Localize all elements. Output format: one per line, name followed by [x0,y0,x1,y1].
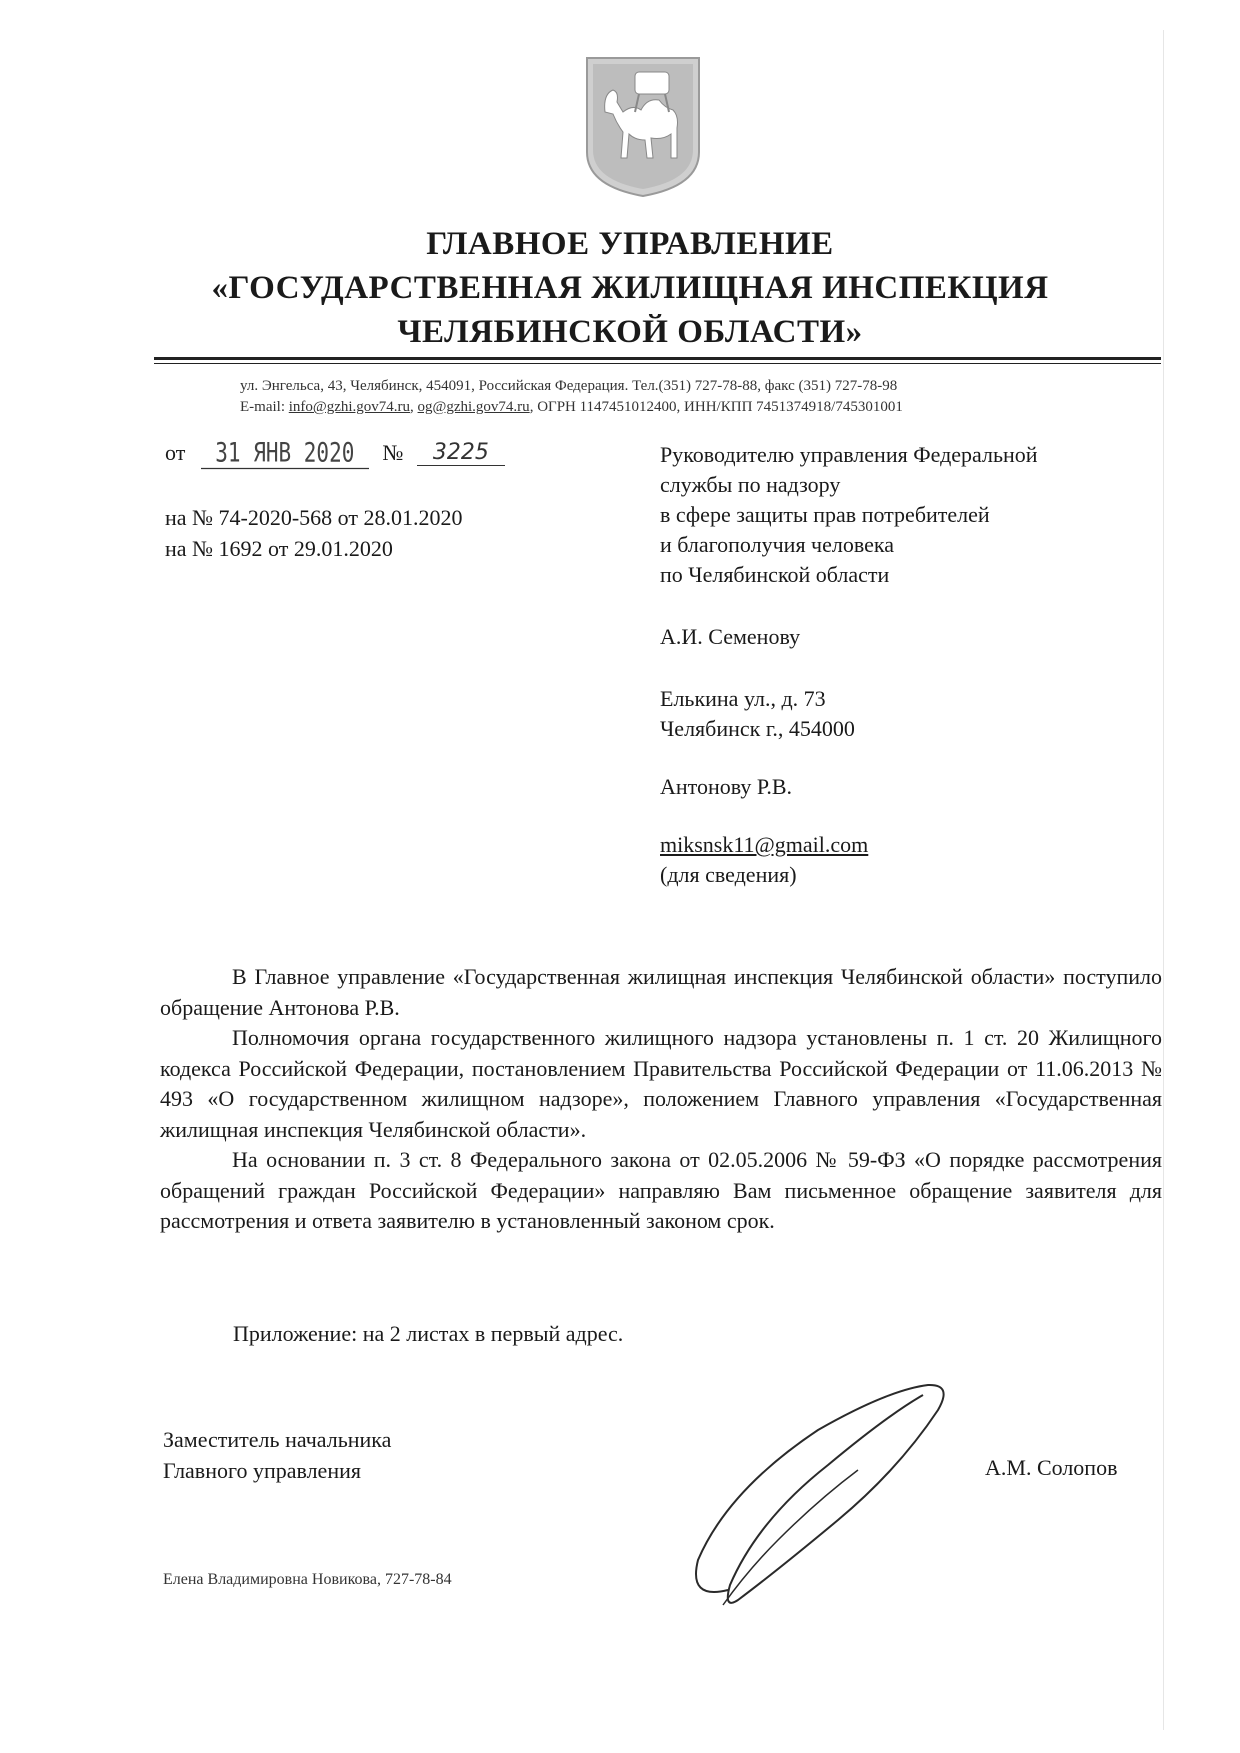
spacer [660,744,1038,772]
title-line-2: «ГОСУДАРСТВЕННАЯ ЖИЛИЩНАЯ ИНСПЕКЦИЯ [211,270,1049,306]
addressee-line: Руководителю управления Федеральной [660,442,1038,467]
agency-title [0,222,1240,354]
addressee-line: по Челябинской области [660,562,890,587]
attachment-note: Приложение: на 2 листах в первый адрес. [233,1321,624,1346]
body-paragraph: Полномочия органа государственного жилищного надзора установлены п. 1 ст. 20 Жилищного кодекса Российской Федерации, постановлением Правительства Российской Федерации от 11.06.2013 № 493 «О государственном жилищном надзоре», положением Главного управления «Государственная жилищная инспекция Челябинской области». [160,1025,1162,1142]
executor-contact: Елена Владимировна Новикова, 727-78-84 [163,1571,452,1588]
spacer [660,652,1038,684]
signatory-name: А.М. Солопов [985,1455,1118,1480]
reference-item: на № 1692 от 29.01.2020 [165,536,393,561]
title-line-1: ГЛАВНОЕ УПРАВЛЕНИЕ [426,226,834,262]
email-link-og[interactable]: og@gzhi.gov74.ru [417,399,530,415]
date-stamp: 31 ЯНВ 2020 [201,438,369,469]
addressee-name: А.И. Семенову [660,624,801,649]
title-line-3: ЧЕЛЯБИНСКОЙ ОБЛАСТИ» [397,314,863,350]
contacts-address: ул. Энгельса, 43, Челябинск, 454091, Российская Федерация. Тел.(351) 727-78-88, факс (351) 727-78-98 [240,378,898,394]
reference-item: на № 74-2020-568 от 28.01.2020 [165,505,463,530]
email-label: E-mail: [240,399,285,415]
body-paragraph: В Главное управление «Государственная жилищная инспекция Челябинской области» поступило обращение Антонова Р.В. [160,964,1162,1020]
second-addressee-name: Антонову Р.В. [660,774,793,799]
contacts-line-2: E-mail: info@gzhi.gov74.ru, og@gzhi.gov74.ru, ОГРН 1147451012400, ИНН/КПП 7451374918/745301001 [240,399,903,415]
spacer [660,802,1038,830]
date-prefix: от [165,440,186,465]
email-link-info[interactable]: info@gzhi.gov74.ru [288,399,411,415]
number-label: № [382,440,404,465]
body-paragraph: На основании п. 3 ст. 8 Федерального закона от 02.05.2006 № 59-ФЗ «О порядке рассмотрения обращений граждан Российской Федерации» направляю Вам письменное обращение заявителя для рассмотрения и ответа заявителю в установленный законом срок. [160,1147,1162,1233]
contacts-registration: , ОГРН 1147451012400, ИНН/КПП 7451374918/745301001 [529,399,903,415]
addressee-block [660,440,1038,890]
spacer [660,590,1038,622]
signatory-position [163,1424,391,1486]
addressee-street: Елькина ул., д. 73 [660,686,826,711]
signatory-position-line: Заместитель начальника [163,1427,392,1452]
handwritten-signature [668,1370,968,1620]
contacts-block [240,376,1140,418]
signatory-position-line: Главного управления [163,1458,361,1483]
addressee-email-link[interactable]: miksnsk11@gmail.com [660,832,869,857]
header-divider-thin [154,363,1161,364]
outgoing-date-row [165,437,505,472]
coat-of-arms-icon [583,54,703,200]
reference-list [165,502,463,564]
addressee-note: (для сведения) [660,862,797,887]
addressee-line: и благополучия человека [660,532,895,557]
outgoing-number: 3225 [417,440,505,466]
addressee-line: в сфере защиты прав потребителей [660,502,990,527]
letter-body [160,962,1162,1237]
addressee-line: службы по надзору [660,472,841,497]
header-divider-thick [154,357,1161,360]
addressee-city: Челябинск г., 454000 [660,716,855,741]
